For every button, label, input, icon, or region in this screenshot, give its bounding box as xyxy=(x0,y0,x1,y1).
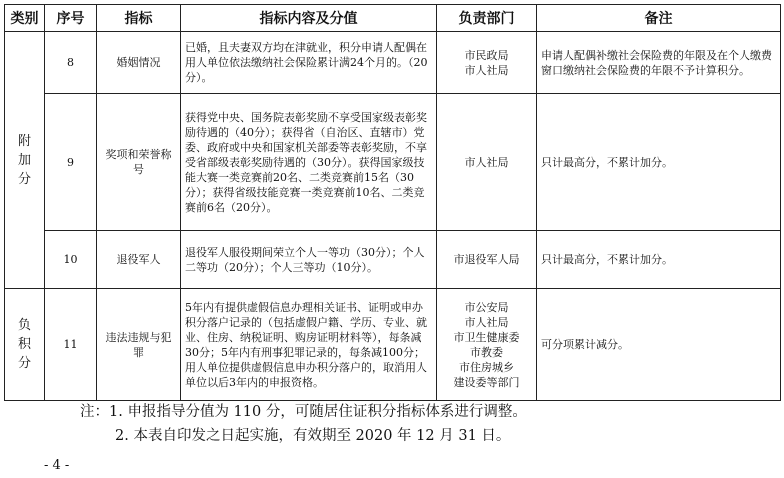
row-number: 8 xyxy=(45,32,97,94)
row-content: 已婚，且夫妻双方均在津就业，积分申请人配偶在用人单位依法缴纳社会保险累计满24个月的。（20分）。 xyxy=(181,32,437,94)
indicator-table xyxy=(4,4,781,401)
row-number: 11 xyxy=(45,289,97,401)
row-content: 退役军人服役期间荣立个人一等功（30分）；个人二等功（20分）；个人三等功（10分）。 xyxy=(181,231,437,289)
row-indicator: 违法违规与犯罪 xyxy=(97,289,181,401)
row-indicator: 婚姻情况 xyxy=(97,32,181,94)
header-indicator: 指标 xyxy=(97,5,181,32)
footnotes xyxy=(80,400,527,448)
header-content: 指标内容及分值 xyxy=(181,5,437,32)
header-number: 序号 xyxy=(45,5,97,32)
row-department: 市退役军人局 xyxy=(437,231,537,289)
row-indicator: 退役军人 xyxy=(97,231,181,289)
header-department: 负责部门 xyxy=(437,5,537,32)
category-deduction: 负 积 分 xyxy=(5,289,45,401)
footnote-2: 2. 本表自印发之日起实施，有效期至 2020 年 12 月 31 日。 xyxy=(115,428,511,444)
row-department: 市人社局 xyxy=(437,94,537,231)
row-remarks: 可分项累计减分。 xyxy=(537,289,781,401)
table-row xyxy=(5,289,781,401)
table-header-row xyxy=(5,5,781,32)
row-content: 5年内有提供虚假信息办理相关证书、证明或申办积分落户记录的（包括虚假户籍、学历、专业、就业、住房、纳税证明、购房证明材料等），每条减30分；5年内有刑事犯罪记录的，每条减100分；用人单位提供虚假信息申办积分落户的，取消用人单位以后3年内的申报资格。 xyxy=(181,289,437,401)
table-row xyxy=(5,231,781,289)
page-number: - 4 - xyxy=(44,458,70,473)
header-remarks: 备注 xyxy=(537,5,781,32)
row-remarks: 只计最高分，不累计加分。 xyxy=(537,231,781,289)
row-content: 获得党中央、国务院表彰奖励不享受国家级表彰奖励待遇的（40分）；获得省（自治区、直辖市）党委、政府或中央和国家机关部委等表彰奖励，不享受省部级表彰奖励待遇的（30分）。获得国家级技能大赛一类竞赛前20名、二类竞赛前15名（30分）；获得省级技能竞赛一类竞赛前10名、二类竞赛前6名（20分）。 xyxy=(181,94,437,231)
header-category: 类别 xyxy=(5,5,45,32)
row-number: 9 xyxy=(45,94,97,231)
table-row xyxy=(5,94,781,231)
row-department: 市民政局 市人社局 xyxy=(437,32,537,94)
footnote-1: 注：1. 申报指导分值为 110 分，可随居住证积分指标体系进行调整。 xyxy=(80,404,527,420)
row-number: 10 xyxy=(45,231,97,289)
table-row xyxy=(5,32,781,94)
row-indicator: 奖项和荣誉称号 xyxy=(97,94,181,231)
category-bonus: 附 加 分 xyxy=(5,32,45,289)
row-remarks: 只计最高分，不累计加分。 xyxy=(537,94,781,231)
row-remarks: 申请人配偶补缴社会保险费的年限及在个人缴费窗口缴纳社会保险费的年限不予计算积分。 xyxy=(537,32,781,94)
row-department: 市公安局 市人社局 市卫生健康委 市教委 市住房城乡 建设委等部门 xyxy=(437,289,537,401)
